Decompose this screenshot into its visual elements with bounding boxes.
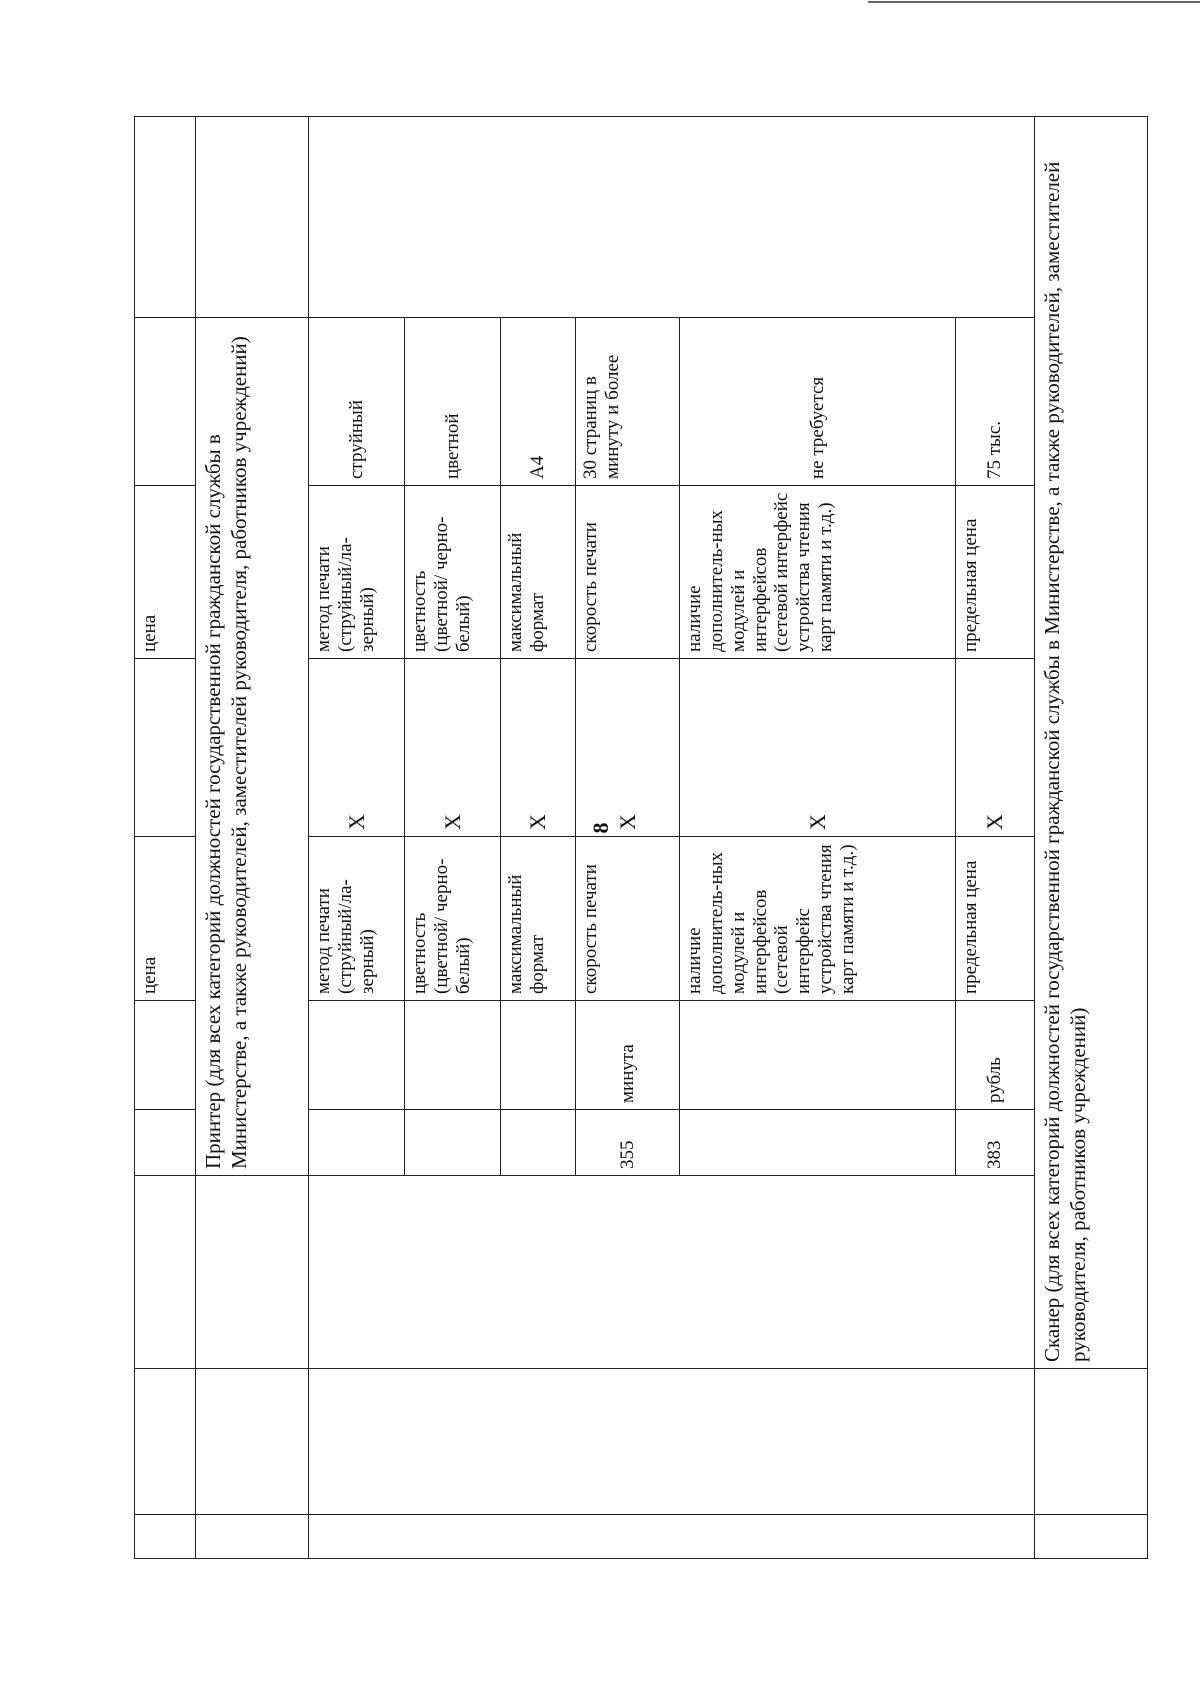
x-cell: X	[309, 659, 405, 837]
value-cell: 75 тыс.	[956, 318, 1035, 486]
section-cell	[196, 117, 309, 318]
spec-cell	[309, 1369, 1035, 1515]
char2-cell: наличие дополнитель-ных модулей и интерфейсов (сетевой интерфейс устройства чтения карт памяти и т.д.)	[680, 486, 956, 659]
header-cell-tsena-1: цена	[135, 837, 196, 1001]
printer-row-method	[309, 117, 405, 1559]
section-cell	[196, 1176, 309, 1369]
header-cell	[135, 1110, 196, 1176]
unit-cell	[405, 1001, 501, 1110]
char-cell: наличие дополнитель-ных модулей и интерфейсов (сетевой интерфейс устройства чтения карт памяти и т.д.)	[680, 837, 956, 1001]
spec-cell	[309, 117, 1035, 318]
scanner-section-row	[1035, 117, 1148, 1559]
value-cell: А4	[501, 318, 576, 486]
unit-cell: рубль	[956, 1001, 1035, 1110]
printer-section-title: Принтер (для всех категорий должностей государственной гражданской службы в Министерстве, а также руководителей, заместителей руководителя, работников учреждений)	[196, 318, 309, 1176]
code-cell	[405, 1110, 501, 1176]
x-cell: X	[405, 659, 501, 837]
value-cell: струйный	[309, 318, 405, 486]
char-cell: метод печати (струйный/ла-зерный)	[309, 837, 405, 1001]
rotated-table-area	[134, 117, 1105, 1559]
table-frame	[134, 117, 1105, 1559]
spec-cell	[309, 1176, 1035, 1369]
char2-cell: цветность (цветной/ черно-белый)	[405, 486, 501, 659]
value-cell: не требуется	[680, 318, 956, 486]
unit-cell	[680, 1001, 956, 1110]
norms-table	[134, 116, 1148, 1559]
unit-cell	[501, 1001, 576, 1110]
header-cell	[135, 1176, 196, 1369]
header-cell-tsena-2: цена	[135, 486, 196, 659]
x-cell: X	[576, 659, 680, 837]
x-cell: X	[956, 659, 1035, 837]
header-cell	[135, 1515, 196, 1559]
code-cell	[309, 1110, 405, 1176]
code-cell: 355	[576, 1110, 680, 1176]
char-cell: скорость печати	[576, 837, 680, 1001]
section-cell	[1035, 1369, 1148, 1515]
value-cell: 30 страниц в минуту и более	[576, 318, 680, 486]
char2-cell: максимальный формат	[501, 486, 576, 659]
value-cell: цветной	[405, 318, 501, 486]
scanner-section-title: Сканер (для всех категорий должностей государственной гражданской службы в Министерстве, а также руководителей, заместителей руководителя, работников учреждений)	[1035, 117, 1148, 1369]
unit-cell	[309, 1001, 405, 1110]
top-edge-rule	[868, 1, 1200, 3]
char2-cell: предельная цена	[956, 486, 1035, 659]
code-cell	[501, 1110, 576, 1176]
section-cell	[1035, 1515, 1148, 1559]
header-cell	[135, 117, 196, 318]
char-cell: цветность (цветной/ черно-белый)	[405, 837, 501, 1001]
header-cell	[135, 659, 196, 837]
code-cell: 383	[956, 1110, 1035, 1176]
x-cell: X	[501, 659, 576, 837]
unit-cell: минута	[576, 1001, 680, 1110]
char2-cell: скорость печати	[576, 486, 680, 659]
printer-section-row	[196, 117, 309, 1559]
header-row	[135, 117, 196, 1559]
page-number: 8	[588, 822, 613, 834]
header-cell	[135, 318, 196, 486]
char-cell: максимальный формат	[501, 837, 576, 1001]
x-cell: X	[680, 659, 956, 837]
section-cell	[196, 1515, 309, 1559]
section-cell	[196, 1369, 309, 1515]
header-cell	[135, 1369, 196, 1515]
char2-cell: метод печати (струйный/ла-зерный)	[309, 486, 405, 659]
header-cell	[135, 1001, 196, 1110]
char-cell: предельная цена	[956, 837, 1035, 1001]
spec-cell	[309, 1515, 1035, 1559]
code-cell	[680, 1110, 956, 1176]
